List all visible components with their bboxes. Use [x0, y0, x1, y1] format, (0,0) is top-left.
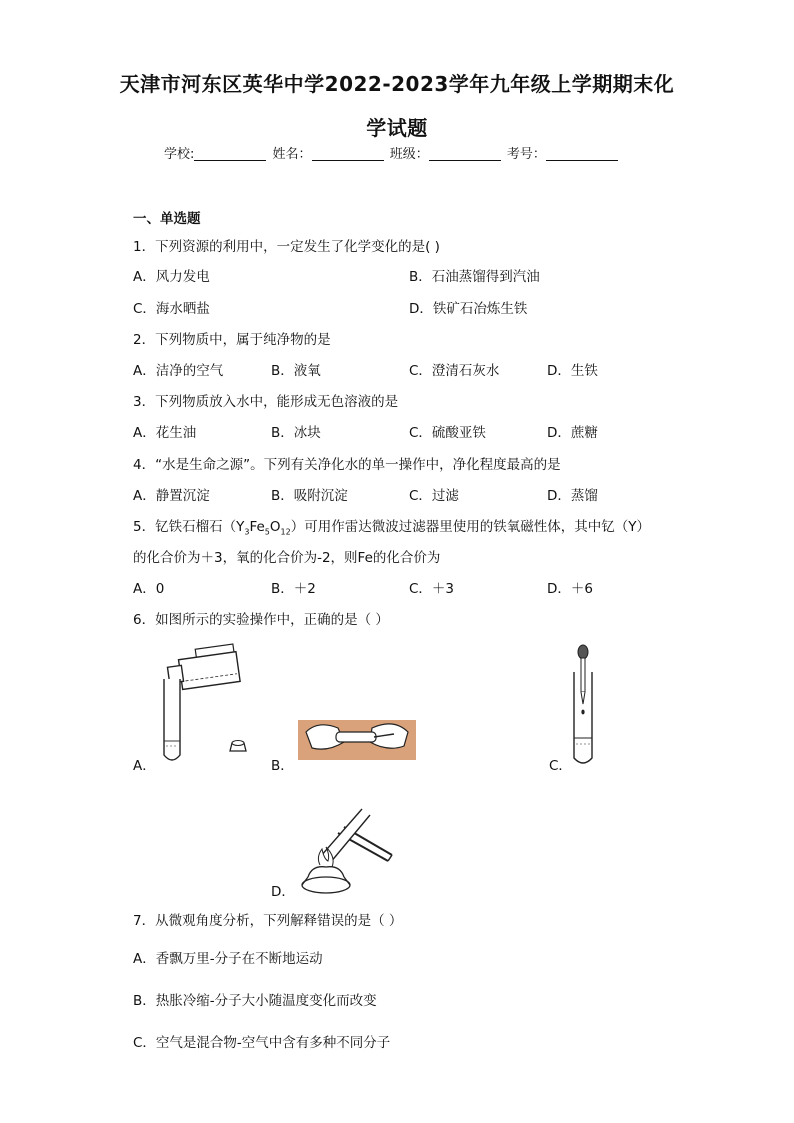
- question-5-stem-continued: 的化合价为＋3，氧的化合价为-2，则Fe的化合价为: [133, 550, 441, 566]
- inserting-tube-illustration: [298, 712, 416, 764]
- name-label: 姓名：: [272, 147, 312, 162]
- q2-option-a: A．洁净的空气: [133, 363, 224, 379]
- chemical-formula: $Y_3Fe_5O_{12}$: [236, 519, 291, 537]
- q1-option-a: A．风力发电: [133, 269, 210, 285]
- page-title-continued: 学试题: [366, 116, 428, 140]
- q6-option-c-label: C．: [549, 758, 572, 774]
- q3-option-c: C．硫酸亚铁: [409, 425, 486, 441]
- dropper-illustration: [570, 642, 600, 770]
- q7-option-b: B．热胀冷缩-分子大小随温度变化而改变: [133, 993, 377, 1009]
- exam-number-label: 考号：: [506, 147, 546, 162]
- q5-option-a: A．0: [133, 581, 165, 597]
- q1-option-c: C．海水晒盐: [133, 301, 210, 317]
- q7-option-a: A．香飘万里-分子在不断地运动: [133, 951, 323, 967]
- question-2-stem: 2．下列物质中，属于纯净物的是: [133, 332, 331, 348]
- class-field[interactable]: [429, 146, 501, 161]
- student-info-row: [164, 143, 620, 162]
- q3-option-b: B．冰块: [271, 425, 321, 441]
- q6-option-b-label: B．: [271, 758, 294, 774]
- q4-option-c: C．过滤: [409, 488, 459, 504]
- q6-option-a-label: A．: [133, 758, 156, 774]
- question-1-stem: 1．下列资源的利用中，一定发生了化学变化的是( ): [133, 239, 440, 255]
- question-3-stem: 3．下列物质放入水中，能形成无色溶液的是: [133, 394, 399, 410]
- q2-option-b: B．液氧: [271, 363, 321, 379]
- school-label: 学校:: [164, 147, 195, 162]
- q5-option-d: D．＋6: [547, 581, 593, 597]
- q4-option-b: B．吸附沉淀: [271, 488, 348, 504]
- class-label: 班级：: [389, 147, 429, 162]
- q4-option-d: D．蒸馏: [547, 488, 598, 504]
- q2-option-d: D．生铁: [547, 363, 598, 379]
- q4-option-a: A．静置沉淀: [133, 488, 210, 504]
- q7-option-c: C．空气是混合物-空气中含有多种不同分子: [133, 1035, 391, 1051]
- q5-option-c: C．＋3: [409, 581, 455, 597]
- section-heading: 一、单选题: [133, 211, 201, 227]
- question-5-stem: 5．钇铁石榴石$(Y_3Fe_5O_{12})$可用作雷达微波过滤器里使用的铁氧磁性体，其中钇（Y）: [133, 519, 650, 537]
- school-field[interactable]: [194, 146, 266, 161]
- page-title: 天津市河东区英华中学2022-2023学年九年级上学期期末化: [119, 72, 675, 96]
- q6-option-d-label: D．: [271, 884, 295, 900]
- exam-number-field[interactable]: [546, 146, 618, 161]
- heating-tube-illustration: [292, 803, 396, 895]
- q1-option-d: D．铁矿石冶炼生铁: [409, 301, 528, 317]
- question-7-stem: 7．从微观角度分析，下列解释错误的是（ ）: [133, 913, 403, 929]
- pouring-liquid-illustration: [158, 643, 258, 768]
- question-6-stem: 6．如图所示的实验操作中，正确的是（ ）: [133, 612, 389, 628]
- name-field[interactable]: [312, 146, 384, 161]
- q5-option-b: B．＋2: [271, 581, 316, 597]
- q3-option-a: A．花生油: [133, 425, 197, 441]
- question-4-stem: 4．“水是生命之源”。下列有关净化水的单一操作中，净化程度最高的是: [133, 457, 561, 473]
- q3-option-d: D．蔗糖: [547, 425, 598, 441]
- q1-option-b: B．石油蒸馏得到汽油: [409, 269, 540, 285]
- q2-option-c: C．澄清石灰水: [409, 363, 500, 379]
